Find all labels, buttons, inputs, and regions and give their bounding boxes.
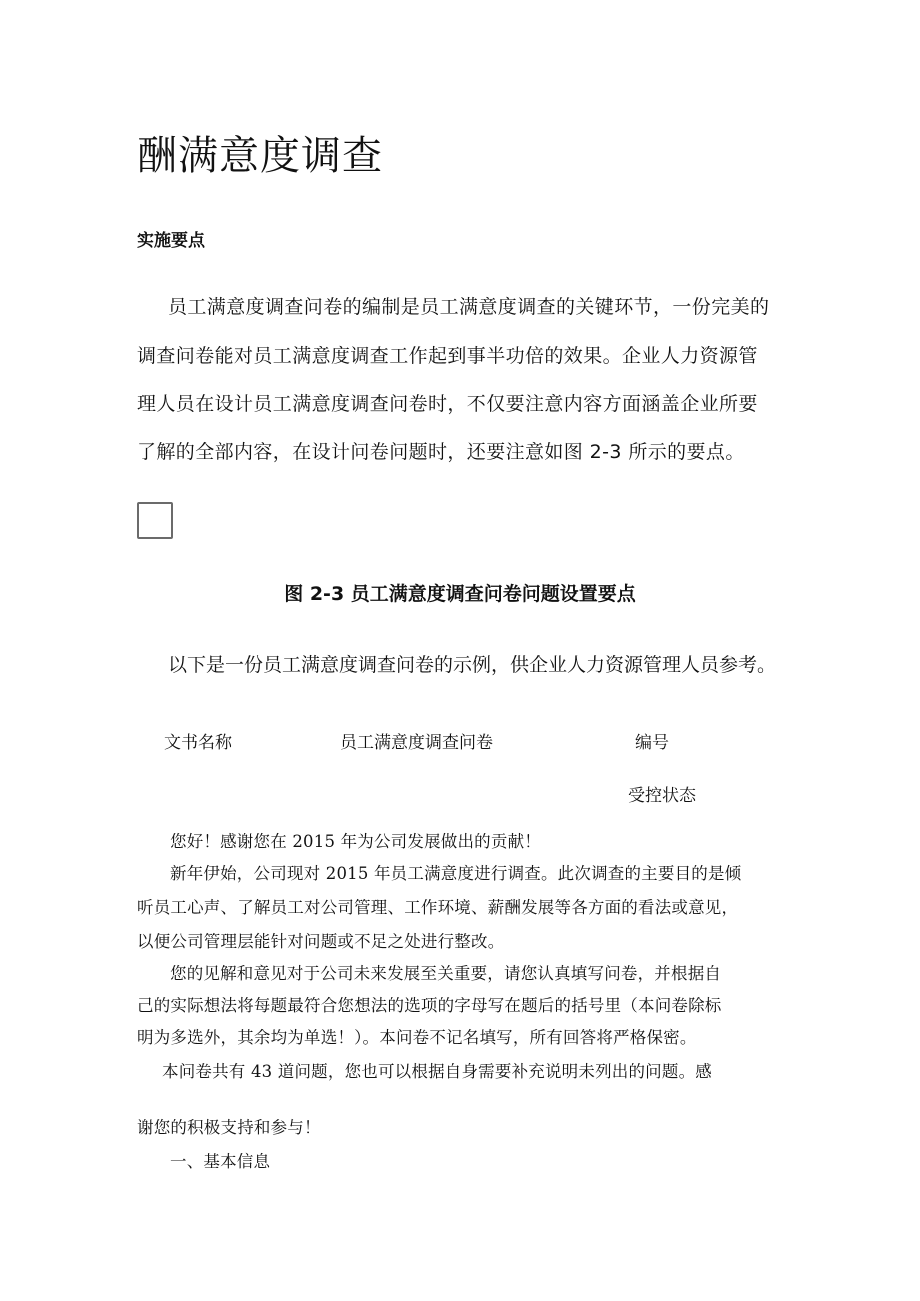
body-line: 己的实际想法将每题最符合您想法的选项的字母写在题后的括号里（本问卷除标 [137,996,722,1015]
lead-paragraph: 以下是一份员工满意度调查问卷的示例，供企业人力资源管理人员参考。 [168,654,777,676]
greeting-line: 您好！感谢您在 2015 年为公司发展做出的贡献！ [170,832,541,851]
figure-placeholder [137,502,173,539]
body-line: 新年伊始，公司现对 2015 年员工满意度进行调查。此次调查的主要目的是倾 [170,864,742,883]
intro-line: 理人员在设计员工满意度调查问卷时，不仅要注意内容方面涵盖企业所要 [137,393,758,415]
doc-name-value: 员工满意度调查问卷 [340,733,493,753]
section-1-heading: 一、基本信息 [170,1152,271,1171]
doc-status-label: 受控状态 [628,786,696,806]
page-title: 酬满意度调查 [137,133,383,179]
figure-caption: 图 2-3 员工满意度调查问卷问题设置要点 [284,583,636,605]
doc-number-label: 编号 [635,733,669,753]
body-line: 听员工心声、了解员工对公司管理、工作环境、薪酬发展等各方面的看法或意见， [137,898,739,917]
body-line: 以便公司管理层能针对问题或不足之处进行整改。 [137,932,505,951]
doc-name-label: 文书名称 [164,733,232,753]
intro-line: 员工满意度调查问卷的编制是员工满意度调查的关键环节，一份完美的 [168,296,770,318]
body-line: 明为多选外，其余均为单选！）。本问卷不记名填写，所有回答将严格保密。 [137,1028,697,1047]
body-line: 您的见解和意见对于公司未来发展至关重要，请您认真填写问卷，并根据自 [170,964,722,983]
intro-line: 调查问卷能对员工满意度调查工作起到事半功倍的效果。企业人力资源管 [137,345,758,367]
section-heading: 实施要点 [137,231,205,251]
body-line: 谢您的积极支持和参与！ [137,1118,321,1137]
intro-line: 了解的全部内容，在设计问卷问题时，还要注意如图 2-3 所示的要点。 [137,441,745,463]
body-line: 本问卷共有 43 道问题，您也可以根据自身需要补充说明未列出的问题。感 [162,1062,712,1081]
